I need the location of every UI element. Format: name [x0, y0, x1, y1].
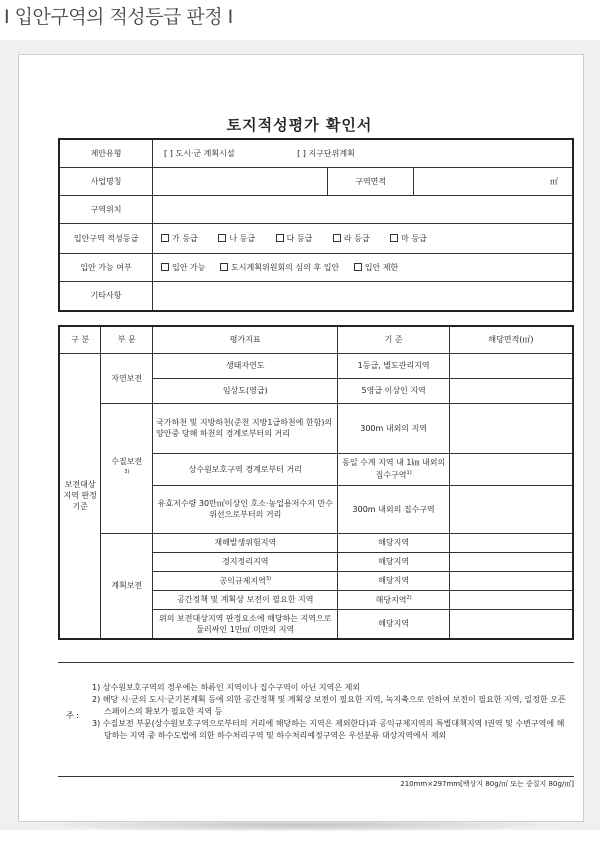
notes-list	[92, 682, 568, 742]
note-item: 2) 해당 시·군의 도시·군기본계획 등에 의한 공간정책 및 계획상 보전이 필요한 지역, 녹지축으로 인하여 보전이 필요한 지역, 일정한 오픈스페이스의 확보가 필요한 지역 등	[92, 695, 566, 716]
divider	[58, 662, 574, 663]
indicator-cell: 유효저수량 30만㎥이상인 호소·농업용저수지 만수위선으로부터의 거리	[153, 485, 338, 533]
header-standard: 기 준	[338, 326, 450, 353]
indicator-cell: 재해발생위험지역	[153, 533, 338, 552]
area-unit: ㎡	[414, 167, 573, 195]
proposal-option-facility[interactable]: [ ] 도시·군 계획시설	[164, 148, 235, 158]
area-cell[interactable]	[449, 590, 573, 609]
standard-cell: 300m 내외의 지역	[338, 403, 450, 453]
standard-cell: 300m 내외의 집수구역	[338, 485, 450, 533]
feasibility-option-restricted[interactable]: 입안 제한	[354, 263, 398, 272]
form-table	[58, 138, 574, 312]
grade-option-da[interactable]: 다 등급	[276, 234, 313, 243]
area-cell[interactable]	[449, 571, 573, 590]
table-row	[59, 533, 573, 552]
other-label: 기타사항	[59, 281, 153, 311]
feasibility-options	[153, 253, 573, 281]
area-cell[interactable]	[449, 403, 573, 453]
indicator-cell: 임상도(영급)	[153, 378, 338, 403]
area-cell[interactable]	[449, 533, 573, 552]
footnote-marker: 2)	[406, 595, 412, 602]
checkbox-icon	[220, 263, 228, 271]
area-cell[interactable]	[449, 453, 573, 485]
standard-cell: 해당지역	[338, 533, 450, 552]
location-label: 구역위치	[59, 195, 153, 223]
indicator-cell: 경지정리지역	[153, 552, 338, 571]
note-item: 3) 수질보전 부문(상수원보호구역으로부터의 거리에 해당하는 지역은 제외한다)과 공익규제지역의 특별대책지역 Ⅰ권역 및 수변구역에 해당하는 지역 중 하수도법에 의한 하수처리구역 및 하수처리예정구역은 우선분류 대상지역에서 제외	[92, 719, 565, 740]
feasibility-label: 입안 가능 여부	[59, 253, 153, 281]
proposal-type-options	[153, 139, 573, 167]
grade-option-ma[interactable]: 마 등급	[390, 234, 427, 243]
checkbox-icon	[354, 263, 362, 271]
checkbox-icon	[161, 234, 169, 242]
notes-label: 주 :	[66, 711, 79, 720]
page-title: Ⅰ 입안구역의 적성등급 판정 Ⅰ	[4, 6, 233, 28]
checkbox-icon	[161, 263, 169, 271]
standard-cell: 해당지역	[338, 571, 450, 590]
footnote-marker: 3)	[265, 576, 272, 583]
standard-cell: 1등급, 별도관리지역	[338, 353, 450, 378]
checkbox-icon	[218, 234, 226, 242]
grade-label: 입안구역 적성등급	[59, 223, 153, 253]
footnote-marker: 3)	[124, 469, 130, 476]
note-item: 1) 상수원보호구역의 경우에는 하류인 지역이나 집수구역이 아닌 지역은 제외	[92, 683, 361, 692]
indicator-cell: 위의 보전대상지역 판정요소에 해당하는 지역으로 둘러싸인 1만㎡ 미만의 지역	[153, 609, 338, 639]
area-cell[interactable]	[449, 609, 573, 639]
header-indicator: 평가지표	[153, 326, 338, 353]
section-nature: 자연보전	[101, 353, 153, 403]
table-row	[59, 353, 573, 378]
header-category: 구 분	[59, 326, 101, 353]
project-name-value[interactable]	[153, 167, 328, 195]
area-cell[interactable]	[449, 378, 573, 403]
divider	[58, 776, 574, 777]
standard-cell: 동일 수계 지역 내 1㎞ 내외의 집수구역$^{1)}$	[338, 453, 450, 485]
indicator-cell: 생태자연도	[153, 353, 338, 378]
area-cell[interactable]	[449, 552, 573, 571]
grade-option-na[interactable]: 나 등급	[218, 234, 255, 243]
indicator-cell: 상수원보호구역 경계로부터 거리	[153, 453, 338, 485]
paper-spec-footer: 210mm×297mm[백상지 80g/㎡ 또는 중질지 80g/㎡]	[400, 780, 574, 788]
indicator-cell: 국가하천 및 지방하천(준천 지방1급하천에 한함)의 양안중 당해 하천의 경계로부터의 거리	[153, 403, 338, 453]
grade-options	[153, 223, 573, 253]
section-water: 수질보전 $^{3)}$	[101, 403, 153, 533]
standard-cell: 해당지역	[338, 552, 450, 571]
category-cell: 보전대상 지역 판정기준	[59, 353, 101, 639]
header-area: 해당면적(㎡)	[449, 326, 573, 353]
standard-cell: 5영급 이상인 지역	[338, 378, 450, 403]
document-title: 토지적성평가 확인서	[226, 116, 373, 134]
area-label: 구역면적	[328, 167, 414, 195]
proposal-option-district[interactable]: [ ] 지구단위계획	[297, 148, 355, 158]
checkbox-icon	[333, 234, 341, 242]
grade-option-ga[interactable]: 가 등급	[161, 234, 198, 243]
indicator-cell: 공익규제지역$^{3)}$	[153, 571, 338, 590]
area-cell[interactable]	[449, 353, 573, 378]
feasibility-option-review[interactable]: 도시계획위원회의 심의 후 입안	[220, 263, 339, 272]
standard-cell: 해당지역$^{2)}$	[338, 590, 450, 609]
proposal-type-label: 제안유형	[59, 139, 153, 167]
grade-option-ra[interactable]: 라 등급	[333, 234, 370, 243]
table-row	[59, 403, 573, 453]
area-cell[interactable]	[449, 485, 573, 533]
indicator-cell: 공간정책 및 계획상 보전이 필요한 지역	[153, 590, 338, 609]
checkbox-icon	[390, 234, 398, 242]
project-name-label: 사업명칭	[59, 167, 153, 195]
feasibility-option-possible[interactable]: 입안 가능	[161, 263, 205, 272]
criteria-table	[58, 325, 574, 640]
location-value[interactable]	[153, 195, 573, 223]
footnote-marker: 1)	[406, 470, 412, 477]
other-value[interactable]	[153, 281, 573, 311]
section-plan: 계획보전	[101, 533, 153, 639]
header-section: 부 문	[101, 326, 153, 353]
standard-cell: 해당지역	[338, 609, 450, 639]
checkbox-icon	[276, 234, 284, 242]
